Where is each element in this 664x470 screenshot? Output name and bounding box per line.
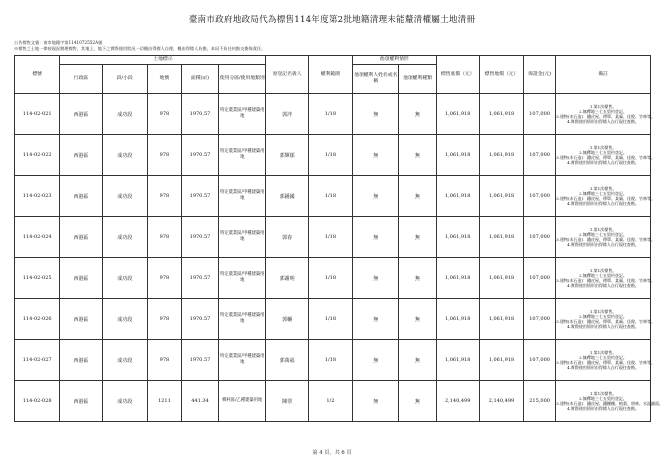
cell-lot: 978 [147,217,181,258]
cell-district: 西港區 [60,217,102,258]
cell-zoning: 特定農業區/甲種建築用地 [219,94,266,135]
remark-line: 3.建物(木石造)：鐵皮屋、傳單、某廟、佳稅、竹林等。 [556,114,655,119]
cell-base-price: 1,061,918 [436,258,479,299]
table-row [15,340,651,381]
header-owner: 原登記名義人 [266,56,308,94]
cell-label: 114-02-023 [15,176,60,217]
header-land-group: 土地標示 [60,56,266,65]
cell-land-price: 1,061,918 [479,94,523,135]
cell-label: 114-02-021 [15,94,60,135]
remark-line: 3.建物(木石造)：鐵皮屋、傳單、某廟、佳稅、竹林等。 [556,155,655,160]
notice-line: 公告標售文號：南市地籍字第1141072552A號 [14,40,103,45]
remark-line: 3.建物(木石造)：鐵皮屋、鐵棚棚、植栽、明林、水泥鋪面。 [556,401,663,406]
table-row [15,135,651,176]
cell-lot: 978 [147,94,181,135]
cell-section: 成功段 [102,135,147,176]
cell-rights-type: 無 [399,94,436,135]
cell-land-price: 1,061,918 [479,135,523,176]
cell-label: 114-02-028 [15,381,60,422]
cell-share: 1/18 [308,176,352,217]
cell-zoning: 特定農業區/甲種建築用地 [219,340,266,381]
cell-section: 成功段 [102,381,147,422]
cell-land-price: 1,061,918 [479,299,523,340]
remark-line: 2.無釋地三七五契約登記。 [579,395,627,401]
notice-line: ※標售之土地一律按現況辦理標售，其地上、地下之實際使用狀況一切概由得標人自理，概由得標人負擔，本局不負任何點交擔保責任。 [14,46,266,51]
cell-remarks [556,135,655,176]
cell-base-price: 1,061,918 [436,94,479,135]
cell-rights-type: 無 [399,381,436,422]
cell-owner: 郭謝明 [266,258,308,299]
cell-section: 成功段 [102,94,147,135]
header-district: 行政區 [60,65,102,94]
remark-line: 1.第1次標售。 [589,103,617,109]
header-area: 面積(㎡) [181,65,218,94]
header-deposit: 保證金(元) [524,56,556,94]
land-table [14,55,663,422]
cell-zoning: 特定農業區/甲種建築用地 [219,135,266,176]
cell-share: 1/18 [308,258,352,299]
remark-line: 1.第1次標售。 [589,349,617,355]
cell-deposit: 107,000 [524,176,556,217]
remark-line: 4.實際使用情形由得標人自行現往查勘。 [567,365,639,371]
cell-remarks [556,381,663,422]
cell-share: 1/18 [308,299,352,340]
remark-line: 3.建物(木石造)：鐵皮屋、傳單、某廟、佳稅、竹林等。 [556,196,655,201]
cell-remarks [556,299,655,340]
cell-remarks [556,94,655,135]
cell-remarks [556,217,655,258]
header-section: 段/小段 [102,65,147,94]
cell-section: 成功段 [102,258,147,299]
remark-line: 2.無釋地三七五契約登記。 [579,190,627,196]
cell-land-price: 1,061,918 [479,340,523,381]
remark-line: 2.無釋地三七五契約登記。 [579,313,627,319]
remark-line: 4.實際使用情形由得標人自行現往查勘。 [567,406,639,412]
cell-section: 成功段 [102,340,147,381]
cell-remarks [556,176,655,217]
cell-rights-type: 無 [399,299,436,340]
table-row [15,176,651,217]
cell-rights-type: 無 [399,340,436,381]
header-base-price: 標售底價（元） [436,56,479,94]
cell-rights-type: 無 [399,135,436,176]
cell-lot: 978 [147,340,181,381]
cell-lot: 978 [147,299,181,340]
cell-base-price: 1,061,918 [436,176,479,217]
header-remarks: 備註 [556,56,651,94]
cell-base-price: 1,061,918 [436,299,479,340]
cell-rights-type: 無 [399,176,436,217]
cell-area: 1970.57 [181,217,218,258]
cell-rights-holder: 無 [353,340,399,381]
cell-area: 1970.57 [181,176,218,217]
cell-district: 西港區 [60,299,102,340]
cell-share: 1/18 [308,94,352,135]
remark-line: 2.無釋地三七五契約登記。 [579,354,627,360]
table-row [15,217,651,258]
cell-area: 1970.57 [181,258,218,299]
cell-rights-holder: 無 [353,135,399,176]
cell-zoning: 特定農業區/甲種建築用地 [219,217,266,258]
cell-label: 114-02-027 [15,340,60,381]
remark-line: 4.實際使用情形由得標人自行現往查勘。 [567,160,639,166]
cell-district: 西港區 [60,176,102,217]
cell-rights-holder: 無 [353,94,399,135]
cell-share: 1/18 [308,135,352,176]
cell-area: 1970.57 [181,94,218,135]
remark-line: 3.建物(木石造)：鐵皮屋、傳單、某廟、佳稅、竹林等。 [556,360,655,365]
cell-lot: 978 [147,176,181,217]
cell-district: 西港區 [60,135,102,176]
table-row [15,258,651,299]
header-land-price: 標售地價（元） [479,56,523,94]
cell-district: 西港區 [60,381,102,422]
cell-share: 1/18 [308,340,352,381]
cell-label: 114-02-022 [15,135,60,176]
cell-share: 1/2 [308,381,352,422]
remark-line: 2.無釋地三七五契約登記。 [579,149,627,155]
cell-district: 西港區 [60,258,102,299]
remark-line: 2.無釋地三七五契約登記。 [579,108,627,114]
cell-base-price: 2,140,499 [436,381,479,422]
cell-rights-holder: 無 [353,217,399,258]
cell-zoning: 特定農業區/甲種建築用地 [219,176,266,217]
header-share: 權利範圍 [308,56,352,94]
cell-remarks [556,340,655,381]
cell-deposit: 107,000 [524,340,556,381]
cell-zoning: 鄉村區/乙種建築用地 [219,381,266,422]
cell-deposit: 215,000 [524,381,556,422]
cell-owner: 郭輔 [266,299,308,340]
cell-owner: 郭萬福 [266,340,308,381]
header-rights-type: 他項權利種類 [399,65,436,94]
cell-base-price: 1,061,918 [436,340,479,381]
remark-line: 1.第1次標售。 [589,226,617,232]
page-title: 臺南市政府地政局代為標售114年度第2批地籍清理未能釐清權屬土地清冊 [188,15,476,25]
cell-remarks [556,258,655,299]
cell-label: 114-02-024 [15,217,60,258]
remark-line: 3.建物(木石造)：鐵皮屋、傳單、某廟、佳稅、竹林等。 [556,319,655,324]
remark-line: 1.第1次標售。 [589,308,617,314]
remark-line: 3.建物(木石造)：鐵皮屋、傳單、某廟、佳稅、竹林等。 [556,278,655,283]
cell-label: 114-02-025 [15,258,60,299]
cell-deposit: 107,000 [524,135,556,176]
header-lot: 地號 [147,65,181,94]
cell-owner: 郭泮 [266,94,308,135]
cell-land-price: 1,061,918 [479,217,523,258]
remark-line: 4.實際使用情形由得標人自行現往查勘。 [567,324,639,330]
cell-section: 成功段 [102,217,147,258]
cell-section: 成功段 [102,176,147,217]
header-other-rights-group: 他項權利情形 [353,56,436,65]
table-row [15,299,651,340]
cell-area: 1970.57 [181,340,218,381]
cell-deposit: 107,000 [524,299,556,340]
remark-line: 1.第1次標售。 [589,390,617,396]
cell-area: 441.34 [181,381,218,422]
notice-block [14,40,265,52]
cell-owner: 郭春 [266,217,308,258]
cell-section: 成功段 [102,299,147,340]
remark-line: 4.實際使用情形由得標人自行現往查勘。 [567,283,639,289]
remark-line: 4.實際使用情形由得標人自行現往查勘。 [567,119,639,125]
cell-lot: 978 [147,258,181,299]
cell-base-price: 1,061,918 [436,135,479,176]
cell-label: 114-02-026 [15,299,60,340]
cell-lot: 1211 [147,381,181,422]
cell-land-price: 1,061,918 [479,258,523,299]
cell-deposit: 107,000 [524,217,556,258]
cell-rights-type: 無 [399,258,436,299]
cell-rights-holder: 無 [353,381,399,422]
header-rights-holder: 他項權利人姓名或名稱 [353,65,399,94]
cell-deposit: 107,000 [524,258,556,299]
remark-line: 2.無釋地三七五契約登記。 [579,272,627,278]
header-label: 標號 [15,56,60,94]
cell-rights-holder: 無 [353,176,399,217]
remark-line: 2.無釋地三七五契約登記。 [579,231,627,237]
cell-area: 1970.57 [181,299,218,340]
header-zoning: 使用分區/使用地類別 [219,65,266,94]
cell-base-price: 1,061,918 [436,217,479,258]
cell-owner: 郭輝郁 [266,135,308,176]
remark-line: 1.第1次標售。 [589,144,617,150]
cell-area: 1970.57 [181,135,218,176]
remark-line: 4.實際使用情形由得標人自行現往查勘。 [567,201,639,207]
cell-zoning: 特定農業區/甲種建築用地 [219,258,266,299]
remark-line: 3.建物(木石造)：鐵皮屋、傳單、某廟、佳稅、竹林等。 [556,237,655,242]
cell-rights-holder: 無 [353,258,399,299]
cell-zoning: 特定農業區/甲種建築用地 [219,299,266,340]
cell-land-price: 2,140,499 [479,381,523,422]
cell-rights-holder: 無 [353,299,399,340]
cell-owner: 郭鍾國 [266,176,308,217]
page-number: 第 4 頁，共 6 頁 [312,450,352,456]
table-row [15,381,651,422]
cell-owner: 陳票 [266,381,308,422]
remark-line: 1.第1次標售。 [589,185,617,191]
cell-rights-type: 無 [399,217,436,258]
remark-line: 4.實際使用情形由得標人自行現往查勘。 [567,242,639,248]
remark-line: 1.第1次標售。 [589,267,617,273]
cell-district: 西港區 [60,94,102,135]
cell-land-price: 1,061,918 [479,176,523,217]
table-row [15,94,651,135]
cell-deposit: 107,000 [524,94,556,135]
cell-share: 1/18 [308,217,352,258]
cell-lot: 978 [147,135,181,176]
cell-district: 西港區 [60,340,102,381]
